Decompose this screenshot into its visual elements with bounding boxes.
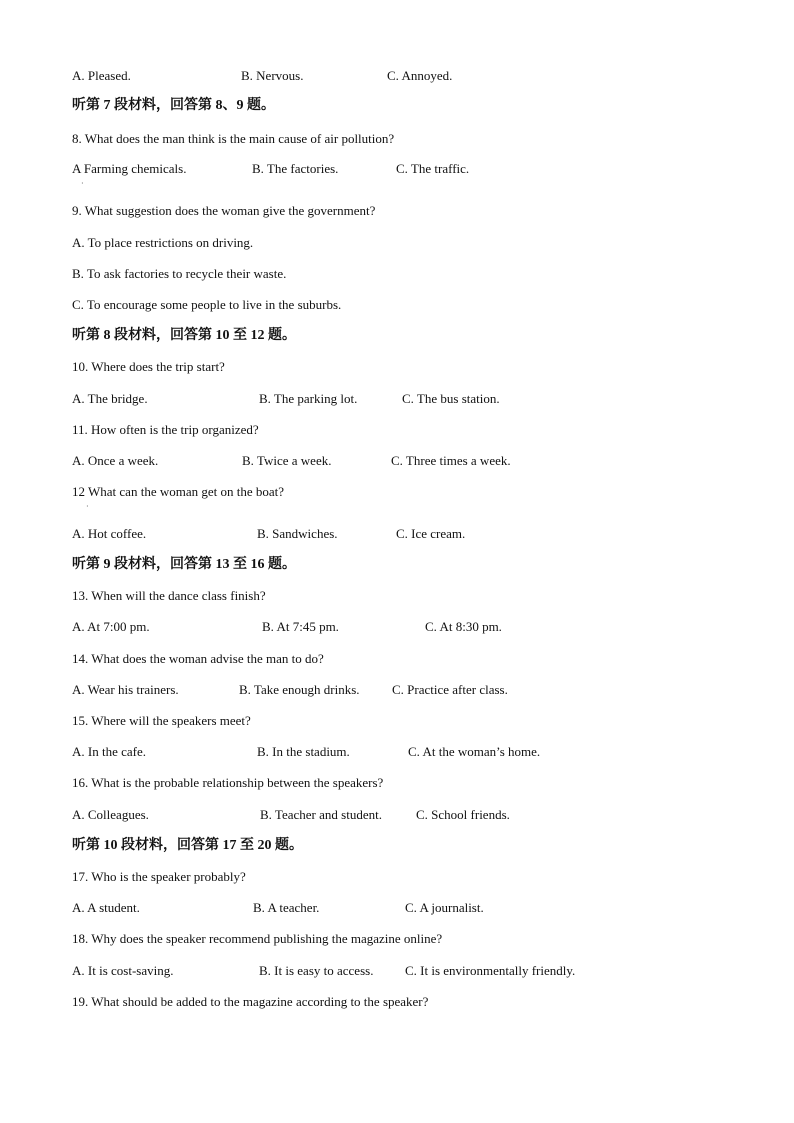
q12-option-b: B. Sandwiches. (257, 526, 338, 541)
q19-question: 19. What should be added to the magazine according to the speaker? (72, 994, 429, 1009)
q8-option-b: B. The factories. (252, 161, 339, 176)
stray-dot-mark: · (81, 179, 84, 188)
q18-option-b: B. It is easy to access. (259, 963, 374, 978)
q16-option-c: C. School friends. (416, 807, 510, 822)
q17-option-c: C. A journalist. (405, 900, 484, 915)
q11-option-a: A. Once a week. (72, 453, 159, 468)
q15-option-c: C. At the woman’s home. (408, 744, 541, 759)
q10-option-a: A. The bridge. (72, 391, 148, 406)
q13-option-c: C. At 8:30 pm. (425, 619, 502, 634)
q9-question: 9. What suggestion does the woman give the government? (72, 203, 376, 218)
section-9-header: 听第 9 段材料，回答第 13 至 16 题。 (72, 557, 296, 572)
q18-option-c: C. It is environmentally friendly. (405, 963, 576, 978)
q7-option-c: C. Annoyed. (387, 68, 453, 83)
q15-option-a: A. In the cafe. (72, 744, 146, 759)
section-7-header: 听第 7 段材料，回答第 8、9 题。 (72, 98, 275, 113)
q17-option-b: B. A teacher. (253, 900, 320, 915)
q12-option-c: C. Ice cream. (396, 526, 466, 541)
q11-option-c: C. Three times a week. (391, 453, 511, 468)
q12-question: 12 What can the woman get on the boat? (72, 484, 285, 499)
q15-option-b: B. In the stadium. (257, 744, 350, 759)
q9-option-c: C. To encourage some people to live in the suburbs. (72, 297, 342, 312)
q7-option-a: A. Pleased. (72, 68, 131, 83)
q16-question: 16. What is the probable relationship between the speakers? (72, 775, 384, 790)
q13-question: 13. When will the dance class finish? (72, 588, 266, 603)
q17-question: 17. Who is the speaker probably? (72, 869, 246, 884)
q14-option-b: B. Take enough drinks. (239, 682, 360, 697)
q14-option-a: A. Wear his trainers. (72, 682, 179, 697)
q8-option-a: A Farming chemicals. (72, 161, 187, 176)
q16-option-b: B. Teacher and student. (260, 807, 382, 822)
q18-option-a: A. It is cost-saving. (72, 963, 174, 978)
q16-option-a: A. Colleagues. (72, 807, 149, 822)
section-10-header: 听第 10 段材料，回答第 17 至 20 题。 (72, 838, 303, 853)
q12-option-a: A. Hot coffee. (72, 526, 147, 541)
section-8-header: 听第 8 段材料，回答第 10 至 12 题。 (72, 328, 296, 343)
q7-option-b: B. Nervous. (241, 68, 304, 83)
q8-option-c: C. The traffic. (396, 161, 470, 176)
q11-option-b: B. Twice a week. (242, 453, 332, 468)
q18-question: 18. Why does the speaker recommend publishing the magazine online? (72, 931, 443, 946)
q9-option-b: B. To ask factories to recycle their waste. (72, 266, 287, 281)
q14-option-c: C. Practice after class. (392, 682, 508, 697)
q9-option-a: A. To place restrictions on driving. (72, 235, 254, 250)
q10-option-b: B. The parking lot. (259, 391, 358, 406)
stray-dot-mark: · (86, 502, 89, 511)
q8-question: 8. What does the man think is the main cause of air pollution? (72, 131, 395, 146)
q15-question: 15. Where will the speakers meet? (72, 713, 251, 728)
q11-question: 11. How often is the trip organized? (72, 422, 259, 437)
q13-option-b: B. At 7:45 pm. (262, 619, 339, 634)
q13-option-a: A. At 7:00 pm. (72, 619, 150, 634)
q10-question: 10. Where does the trip start? (72, 359, 225, 374)
q10-option-c: C. The bus station. (402, 391, 500, 406)
q17-option-a: A. A student. (72, 900, 140, 915)
q14-question: 14. What does the woman advise the man to do? (72, 651, 324, 666)
